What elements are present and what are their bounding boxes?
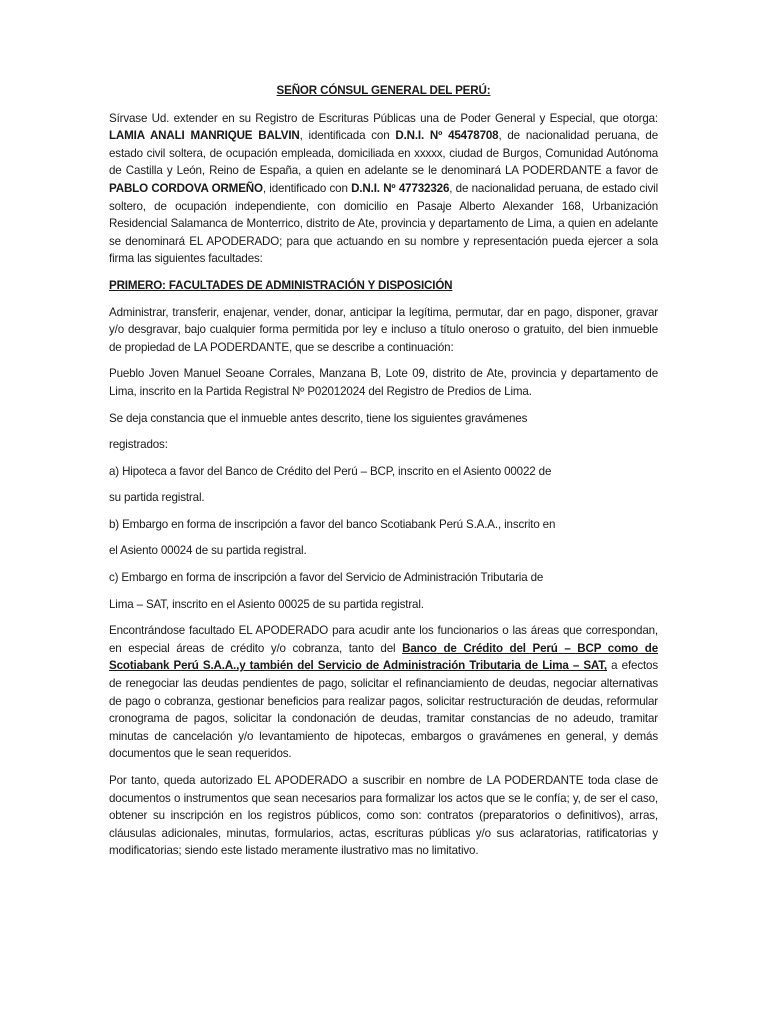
attorney-name: PABLO CORDOVA ORMEÑO <box>109 181 263 195</box>
lien-b-line-2: el Asiento 00024 de su partida registral. <box>109 544 307 558</box>
facultado-text-1: Encontrándose facultado EL APODERADO para acudir ante los funcionarios o las áreas que correspondan, en especial áreas de crédito y/o cobranza, tanto del <box>109 624 658 655</box>
lien-a-line-2: su partida registral. <box>109 491 205 505</box>
intro-text-5: , de nacionalidad peruana, de estado civil soltero, de ocupación independiente, con domicilio en Pasaje Alberto Alexander 168, Urbanización Residencial Salamanca de Monterrico, distrito de Ate, provincia y departamento de Lima, a quien en adelante se denominará EL APODERADO; para que actuando en su nombre y representación pueda ejercer a sola firma las siguientes facultades: <box>109 181 658 266</box>
intro-text-3: , de nacionalidad peruana, de estado civil soltera, de ocupación empleada, domiciliada en xxxxx, ciudad de Burgos, Comunidad Autónoma de Castilla y León, Reino de España, a quien en adelante se le denominará LA PODERDANTE a favor de <box>109 129 658 178</box>
intro-text-2: , identificada con <box>299 129 396 143</box>
attorney-dni: D.N.I. Nº 47732326 <box>351 181 450 195</box>
intro-paragraph <box>109 110 658 268</box>
portanto-paragraph: Por tanto, queda autorizado EL APODERADO a suscribir en nombre de LA PODERDANTE toda clase de documentos o instrumentos que sean necesarios para formalizar los actos que se le confía; y, de ser el caso, obtener su inscripción en los registros públicos, como son: contratos (preparatorios o definitivos), arras, cláusulas adicionales, minutas, formularios, actas, escrituras públicas y/o sus aclaratorias, ratificatorias y modificatorias; siendo este listado meramente ilustrativo mas no limitativo. <box>109 774 658 858</box>
lien-c-line-1: c) Embargo en forma de inscripción a favor del Servicio de Administración Tributaria de <box>109 571 544 585</box>
intro-text-1: Sírvase Ud. extender en su Registro de Escrituras Públicas una de Poder General y Especial, que otorga: <box>109 111 658 125</box>
facultado-text-2: a efectos de renegociar las deudas pendientes de pago, solicitar el refinanciamiento de deudas, negociar alternativas de pago o cobranza, gestionar beneficios para realizar pagos, solicitar restructuración de deudas, reformular cronograma de pagos, solicitar la condonación de deudas, tramitar constancias de no adeudo, tramitar minutas de cancelación y/o levantamiento de hipotecas, embargos o gravámenes en general, y demás documentos que le sean requeridos. <box>109 659 658 761</box>
intro-text-4: , identificado con <box>262 181 352 195</box>
constancia-line-1: Se deja constancia que el inmueble antes descrito, tiene los siguientes gravámenes <box>109 411 528 425</box>
lien-c-line-2: Lima – SAT, inscrito en el Asiento 00025 de su partida registral. <box>109 597 424 611</box>
grantor-dni: D.N.I. Nº 45478708 <box>395 129 499 143</box>
property-paragraph: Pueblo Joven Manuel Seoane Corrales, Manzana B, Lote 09, distrito de Ate, provincia y departamento de Lima, inscrito en la Partida Registral Nº P02012024 del Registro de Predios de Lima. <box>109 367 658 398</box>
document-title: SEÑOR CÓNSUL GENERAL DEL PERÚ: <box>276 84 491 97</box>
constancia-line-2: registrados: <box>109 438 168 452</box>
lien-a-line-1: a) Hipoteca a favor del Banco de Crédito del Perú – BCP, inscrito en el Asiento 00022 de <box>109 464 552 478</box>
admin-paragraph: Administrar, transferir, enajenar, vender, donar, anticipar la legítima, permutar, dar en pago, disponer, gravar y/o desgravar, bajo cualquier forma permitida por ley e incluso a título oneroso o gratuito, del bien inmueble de propiedad de LA PODERDANTE, que se describe a continuación: <box>109 305 658 354</box>
grantor-name: LAMIA ANALI MANRIQUE BALVIN <box>109 129 300 143</box>
section-heading-primero: PRIMERO: FACULTADES DE ADMINISTRACIÓN Y DISPOSICIÓN <box>109 278 453 292</box>
creditor-entities: Banco de Crédito del Perú – BCP como de Scotiabank Perú S.A.A.,y también del Servicio de Administración Tributaria de Lima – SAT, <box>109 641 658 673</box>
document-page <box>109 82 658 869</box>
facultado-paragraph <box>109 622 658 763</box>
lien-b-line-1: b) Embargo en forma de inscripción a favor del banco Scotiabank Perú S.A.A., inscrito en <box>109 517 556 531</box>
